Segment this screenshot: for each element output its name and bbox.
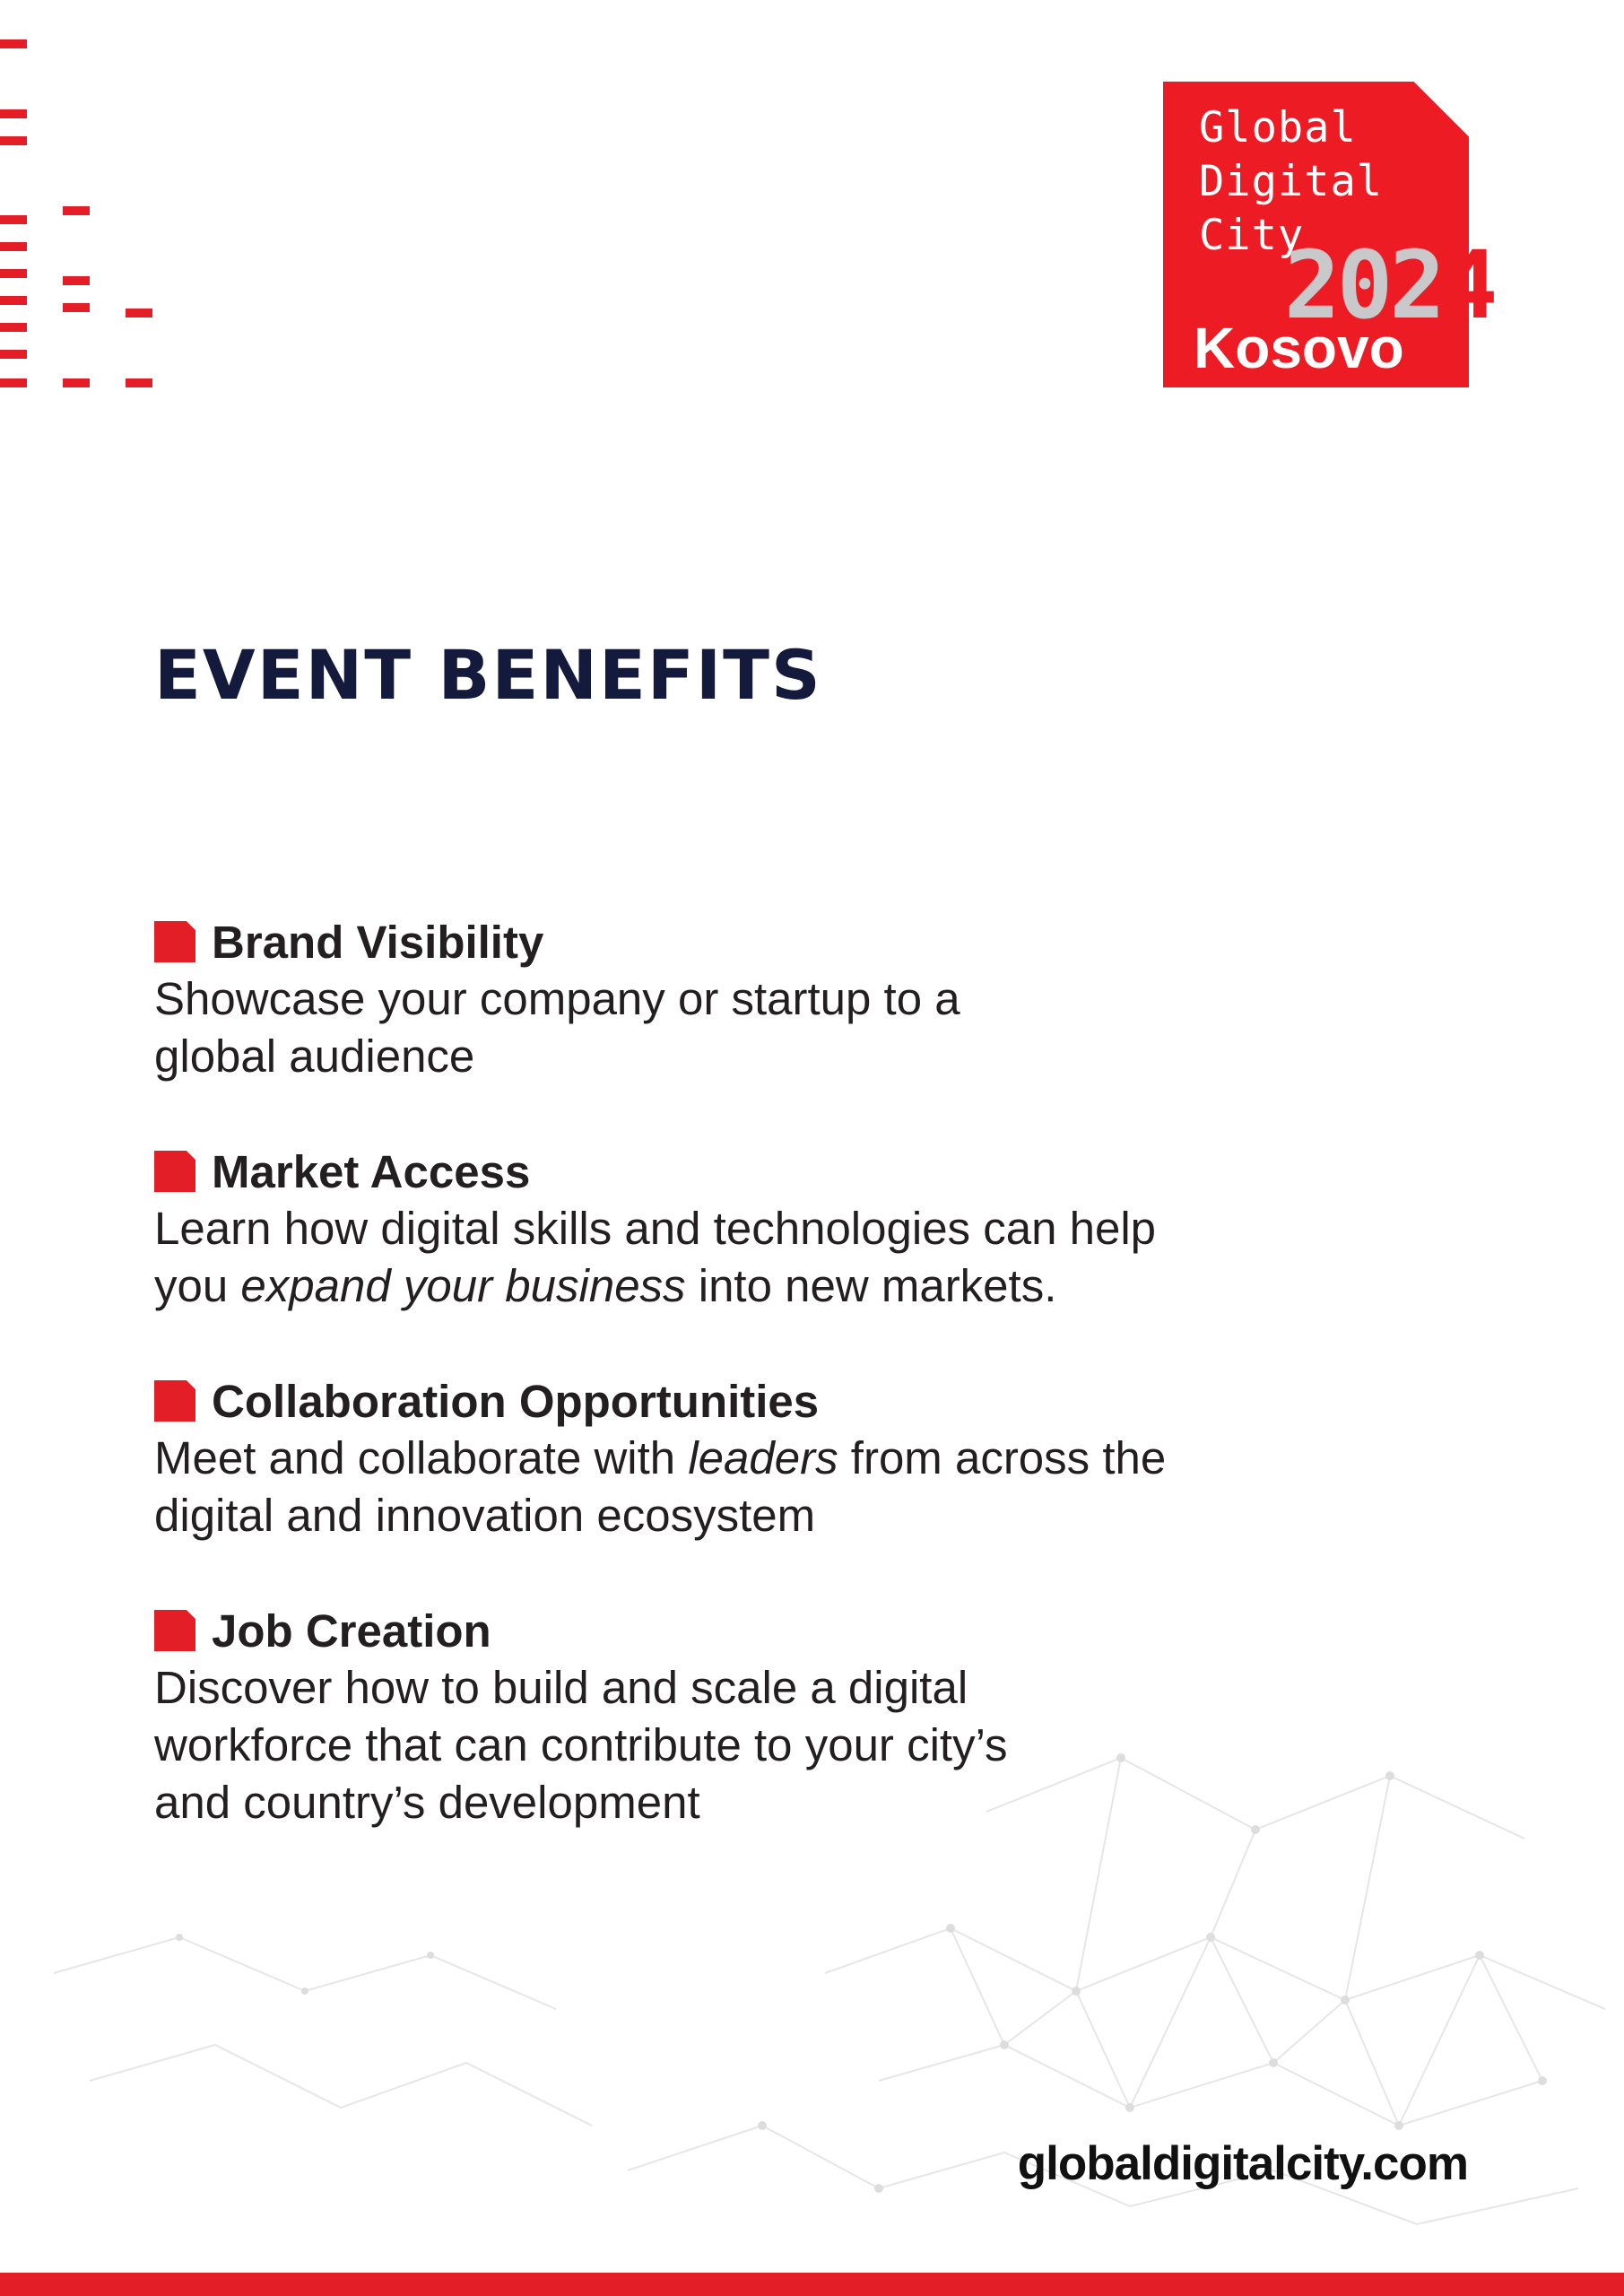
- benefit-title-text: Job Creation: [212, 1605, 491, 1657]
- website-link[interactable]: globaldigitalcity.com: [1017, 2137, 1468, 2190]
- benefit-description-line: Discover how to build and scale a digital: [154, 1662, 968, 1713]
- benefit-collaboration-opportunities: [154, 1372, 1230, 1544]
- logo-country: Kosovo: [1194, 316, 1404, 380]
- red-square-bullet-icon: [154, 1610, 195, 1651]
- logo-line-2: Digital: [1199, 157, 1384, 206]
- logo-line-3: City: [1199, 211, 1305, 260]
- benefit-title: [154, 1143, 1230, 1200]
- benefits-list: [154, 913, 1230, 1831]
- benefit-description: [154, 970, 1230, 1085]
- benefit-job-creation: [154, 1602, 1230, 1831]
- red-square-bullet-icon: [154, 1151, 195, 1192]
- benefit-description-line: global audience: [154, 1031, 475, 1082]
- benefit-title-text: Brand Visibility: [212, 916, 544, 968]
- benefit-description-line: workforce that can contribute to your city’s: [154, 1719, 1008, 1770]
- logo-line-1: Global: [1199, 103, 1357, 152]
- red-square-bullet-icon: [154, 921, 195, 962]
- decorative-dashes: [0, 0, 179, 404]
- global-digital-city-logo: [1163, 82, 1540, 387]
- benefit-title-text: Market Access: [212, 1145, 531, 1197]
- page-title: EVENT BENEFITS: [154, 635, 822, 715]
- benefit-title: [154, 913, 1230, 970]
- benefit-description-line: Showcase your company or startup to a: [154, 973, 960, 1024]
- benefit-market-access: [154, 1143, 1230, 1315]
- benefit-title: [154, 1372, 1230, 1430]
- benefit-description: [154, 1430, 1185, 1544]
- benefit-title: [154, 1602, 1230, 1659]
- logo-year-last-digit: 4: [1441, 230, 1495, 340]
- benefit-description-emphasis: leaders: [688, 1432, 838, 1483]
- benefit-description-end: into new markets.: [685, 1260, 1057, 1311]
- logo-year-digits: 202: [1284, 230, 1442, 340]
- benefit-description-start: Meet and collaborate with: [154, 1432, 689, 1483]
- benefit-brand-visibility: [154, 913, 1230, 1085]
- benefit-description-start: Learn how digital skills and technologies can help you: [154, 1203, 1157, 1311]
- benefit-description: [154, 1659, 1230, 1831]
- benefit-description-end: from across the digital and innovation ecosystem: [154, 1432, 1167, 1541]
- benefit-description-emphasis: expand your business: [240, 1260, 686, 1311]
- benefit-title-text: Collaboration Opportunities: [212, 1375, 820, 1427]
- benefit-description: [154, 1200, 1185, 1315]
- red-square-bullet-icon: [154, 1380, 195, 1422]
- bottom-accent-bar: [0, 2273, 1624, 2296]
- benefit-description-line: and country’s development: [154, 1777, 700, 1828]
